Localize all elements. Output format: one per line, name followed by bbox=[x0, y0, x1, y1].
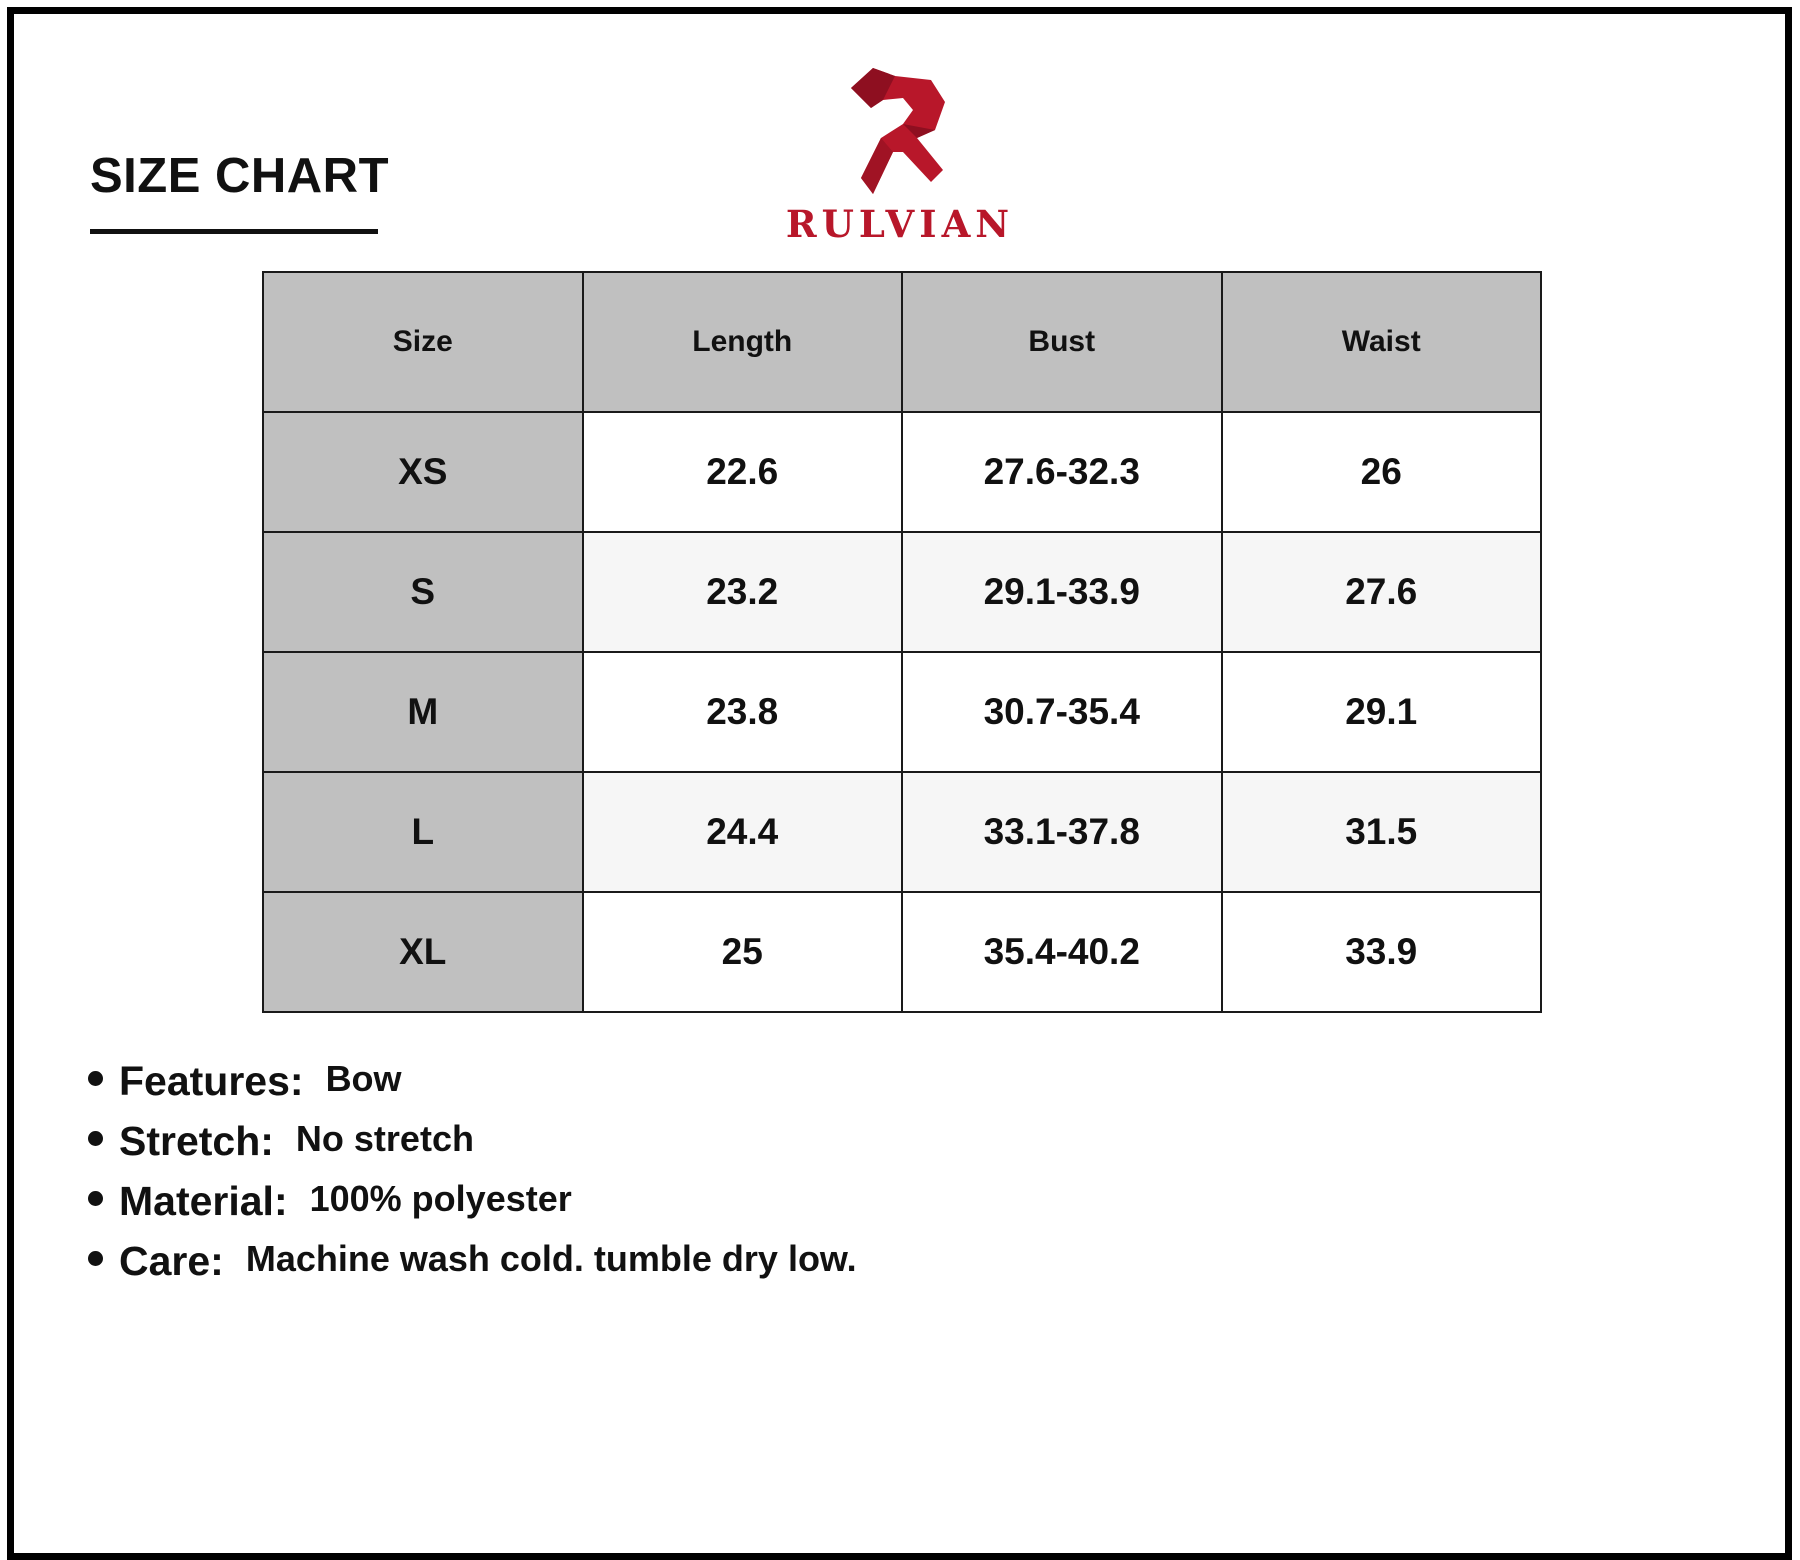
spec-label: Material: bbox=[119, 1178, 288, 1224]
bust-cell: 27.6-32.3 bbox=[902, 412, 1222, 532]
spec-value: Machine wash cold. tumble dry low. bbox=[245, 1238, 857, 1279]
brand-name: RULVIAN bbox=[785, 202, 1015, 246]
length-cell: 23.2 bbox=[583, 532, 903, 652]
spec-features bbox=[88, 1058, 1288, 1118]
spec-care bbox=[88, 1238, 1288, 1298]
table-row bbox=[263, 532, 1541, 652]
waist-cell: 33.9 bbox=[1222, 892, 1542, 1012]
spec-label: Features: bbox=[119, 1058, 304, 1104]
waist-cell: 29.1 bbox=[1222, 652, 1542, 772]
bust-cell: 30.7-35.4 bbox=[902, 652, 1222, 772]
waist-cell: 31.5 bbox=[1222, 772, 1542, 892]
bullet-icon bbox=[88, 1191, 103, 1206]
spec-value: 100% polyester bbox=[309, 1178, 572, 1219]
length-cell: 23.8 bbox=[583, 652, 903, 772]
bullet-icon bbox=[88, 1131, 103, 1146]
spec-material bbox=[88, 1178, 1288, 1238]
size-cell: L bbox=[263, 772, 583, 892]
product-specs bbox=[88, 1058, 1288, 1298]
page-title: SIZE CHART bbox=[90, 149, 389, 203]
table-row bbox=[263, 412, 1541, 532]
column-header: Waist bbox=[1222, 272, 1542, 412]
length-cell: 24.4 bbox=[583, 772, 903, 892]
column-header: Size bbox=[263, 272, 583, 412]
title-underline bbox=[90, 229, 378, 234]
waist-cell: 26 bbox=[1222, 412, 1542, 532]
bullet-icon bbox=[88, 1071, 103, 1086]
length-cell: 25 bbox=[583, 892, 903, 1012]
size-cell: M bbox=[263, 652, 583, 772]
size-cell: XS bbox=[263, 412, 583, 532]
bust-cell: 33.1-37.8 bbox=[902, 772, 1222, 892]
table-row bbox=[263, 652, 1541, 772]
bust-cell: 35.4-40.2 bbox=[902, 892, 1222, 1012]
bust-cell: 29.1-33.9 bbox=[902, 532, 1222, 652]
waist-cell: 27.6 bbox=[1222, 532, 1542, 652]
table-row bbox=[263, 772, 1541, 892]
size-cell: XL bbox=[263, 892, 583, 1012]
spec-stretch bbox=[88, 1118, 1288, 1178]
bullet-icon bbox=[88, 1251, 103, 1266]
spec-label: Stretch: bbox=[119, 1118, 274, 1164]
spec-value: Bow bbox=[325, 1058, 402, 1099]
table-row bbox=[263, 892, 1541, 1012]
rulvian-r-logo-icon bbox=[843, 66, 963, 196]
length-cell: 22.6 bbox=[583, 412, 903, 532]
spec-value: No stretch bbox=[295, 1118, 474, 1159]
column-header: Length bbox=[583, 272, 903, 412]
table-header-row bbox=[263, 272, 1541, 412]
brand-logo bbox=[780, 62, 1020, 252]
size-table bbox=[262, 271, 1542, 1013]
column-header: Bust bbox=[902, 272, 1222, 412]
size-cell: S bbox=[263, 532, 583, 652]
spec-label: Care: bbox=[119, 1238, 224, 1284]
